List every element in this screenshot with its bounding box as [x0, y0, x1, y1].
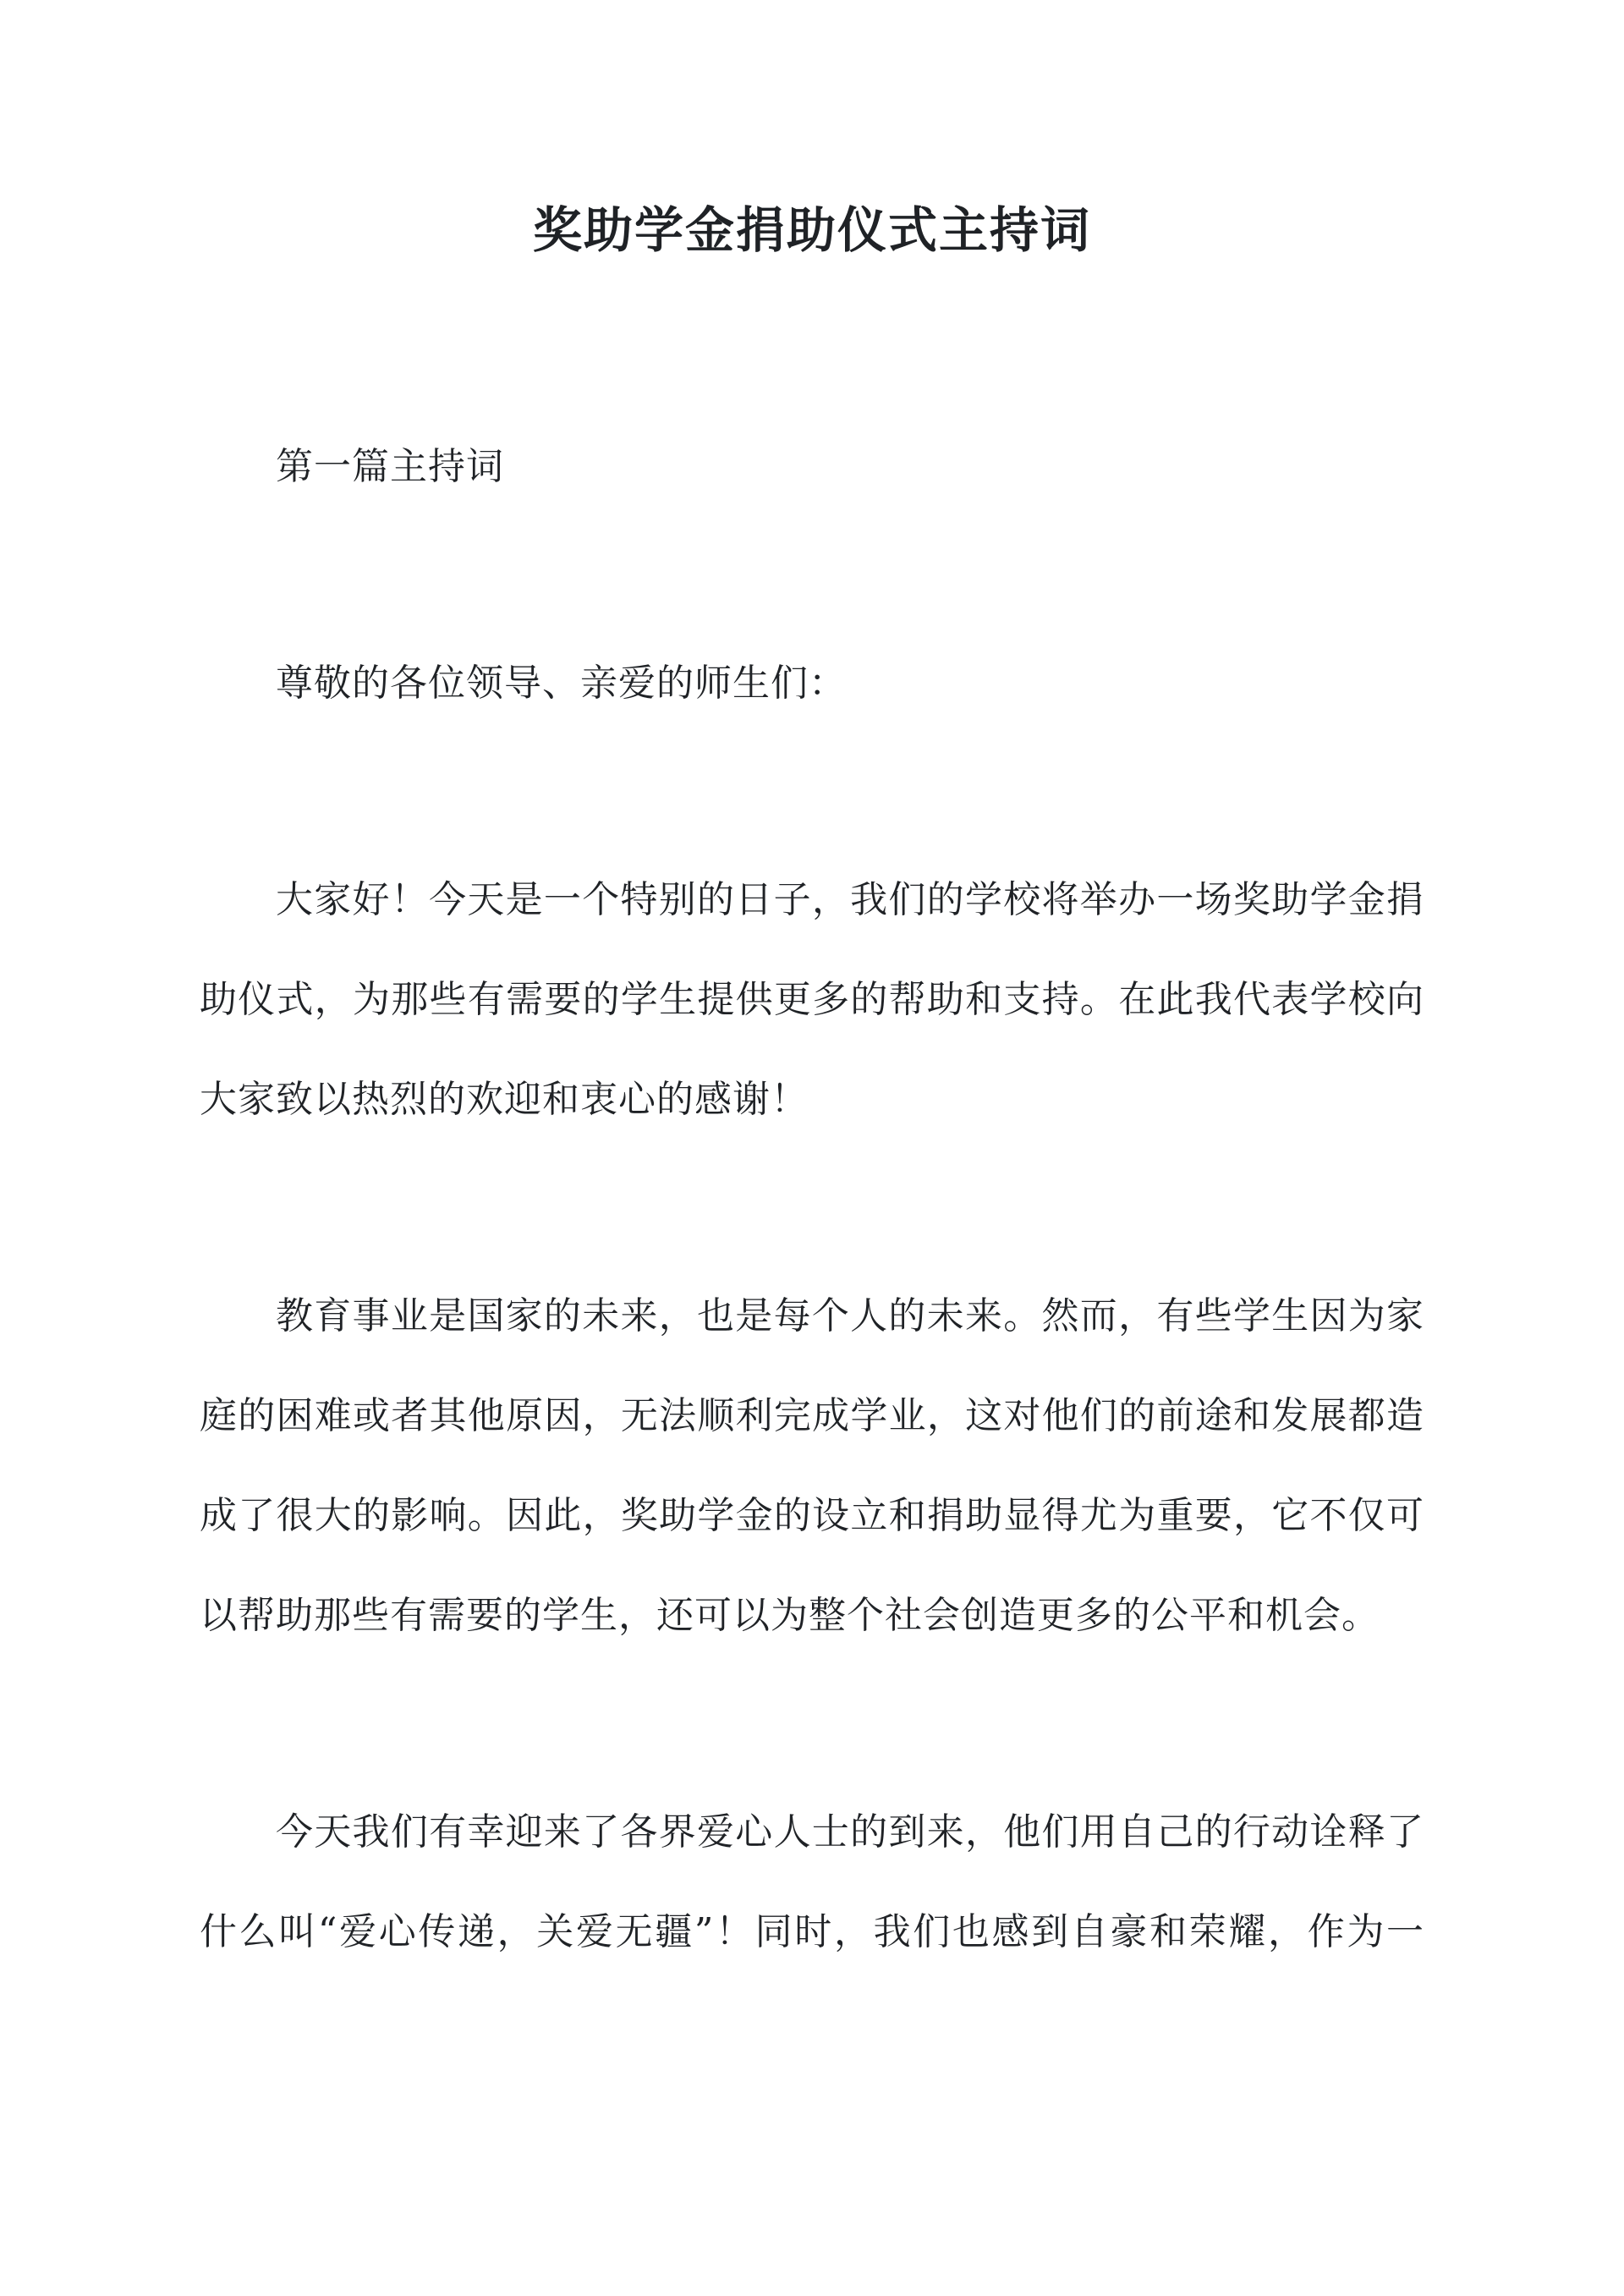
section-heading: 第一篇主持词	[276, 445, 504, 488]
paragraph-line: 助仪式，为那些有需要的学生提供更多的帮助和支持。在此我代表学校向	[200, 978, 1424, 1021]
paragraph-line: 庭的困难或者其他原因，无法顺利完成学业，这对他们的前途和发展都造	[200, 1394, 1424, 1437]
paragraph-line: 什么叫“爱心传递，关爱无疆”！同时，我们也感到自豪和荣耀，作为一	[200, 1910, 1424, 1953]
paragraph-line: 以帮助那些有需要的学生，还可以为整个社会创造更多的公平和机会。	[200, 1594, 1380, 1637]
salutation: 尊敬的各位领导、亲爱的师生们：	[276, 662, 847, 705]
paragraph-line: 大家致以热烈的欢迎和衷心的感谢！	[200, 1078, 809, 1121]
paragraph-line: 成了很大的影响。因此，奖助学金的设立和捐助显得尤为重要，它不仅可	[200, 1494, 1424, 1537]
paragraph-line: 教育事业是国家的未来，也是每个人的未来。然而，有些学生因为家	[276, 1294, 1424, 1338]
paragraph-line: 今天我们有幸迎来了各界爱心人士的到来，他们用自己的行动诠释了	[276, 1810, 1424, 1854]
paragraph-line: 大家好！今天是一个特别的日子，我们的学校将举办一场奖助学金捐	[276, 878, 1424, 921]
document-title: 奖助学金捐助仪式主持词	[532, 201, 1091, 259]
